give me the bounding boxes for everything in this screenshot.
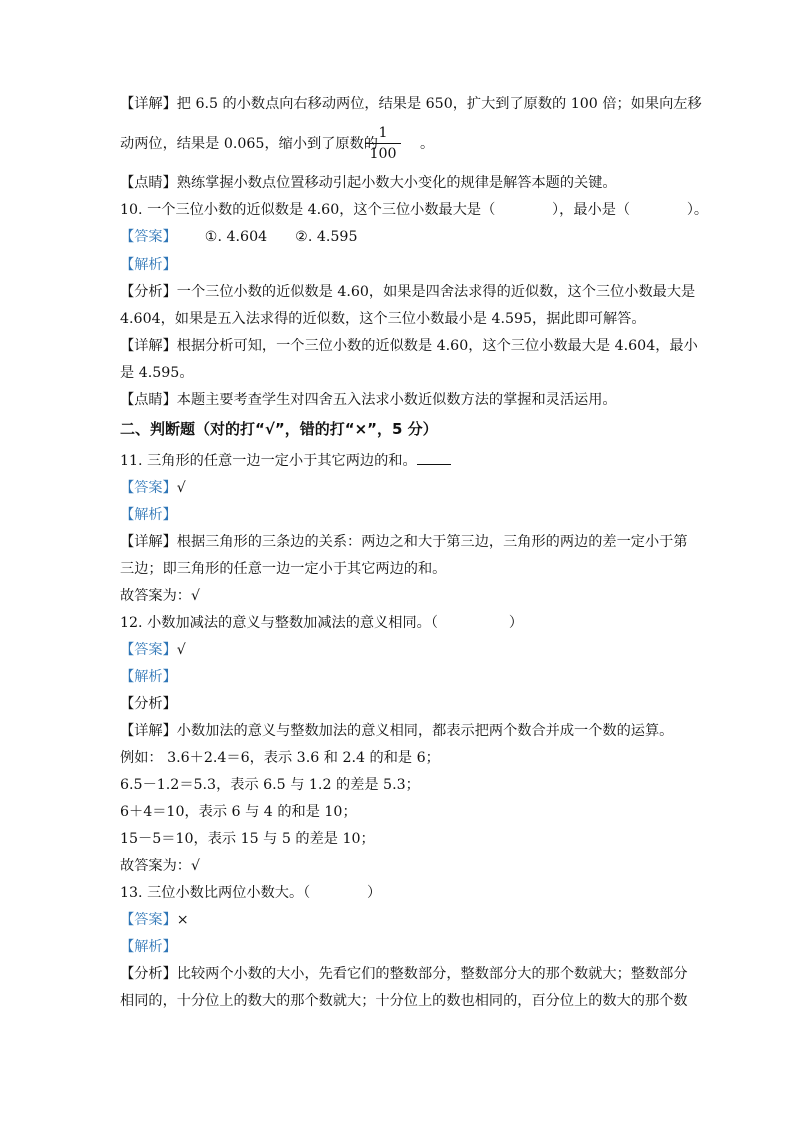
q12-answer-tag: 【答案】: [120, 642, 177, 658]
q10-answer-tag: 【答案】: [120, 229, 177, 245]
q11-conclusion: 故答案为：√: [120, 588, 200, 604]
q10-answer-1: ①. 4.604: [204, 229, 268, 245]
q11-detail-line-2: 三边；即三角形的任意一边一定小于其它两边的和。: [120, 561, 447, 577]
q10-detail-line-2: 是 4.595。: [120, 365, 194, 381]
q13-answer-tag: 【答案】: [120, 912, 177, 928]
explanation-line-2-end: 。: [419, 136, 435, 152]
explanation-line-1: 【详解】把 6.5 的小数点向右移动两位，结果是 650，扩大到了原数的 100 倍；如果向左移: [120, 96, 702, 112]
q13-analysis-label: 【解析】: [120, 939, 177, 955]
q12-example-3: 6＋4＝10，表示 6 与 4 的和是 10；: [120, 804, 357, 820]
explanation-line-2-text: 动两位，结果是 0.065，缩小到了原数的: [120, 136, 378, 152]
q12-detail: 【详解】小数加法的意义与整数加法的意义相同，都表示把两个数合并成一个数的运算。: [120, 723, 674, 739]
q12-answer: [120, 640, 680, 660]
q12-example-1: 例如： 3.6＋2.4＝6，表示 3.6 和 2.4 的和是 6；: [120, 750, 440, 766]
fraction-denominator: 100: [369, 146, 397, 162]
fraction-one-hundredth: [365, 124, 401, 163]
q13-analysis-line-2: 相同的，十分位上的数大的那个数就大；十分位上的数也相同的，百分位上的数大的那个数: [120, 993, 688, 1009]
q12-example-4: 15－5＝10，表示 15 与 5 的差是 10；: [120, 831, 375, 847]
q11-answer-tag: 【答案】: [120, 480, 177, 496]
q12-answer-value: √: [176, 642, 186, 658]
question-13: 13. 三位小数比两位小数大。（ ）: [120, 885, 382, 901]
q13-answer: [120, 910, 680, 930]
q12-analysis-label: 【解析】: [120, 669, 177, 685]
q11-answer-value: √: [176, 480, 186, 496]
answer-blank: [417, 452, 451, 465]
q11-analysis-label: 【解析】: [120, 507, 177, 523]
q10-answer: [120, 227, 680, 247]
q11-answer: [120, 478, 680, 498]
q10-analysis-line-1: 【分析】一个三位小数的近似数是 4.60，如果是四舍法求得的近似数，这个三位小数最大是: [120, 284, 696, 300]
question-11-text: 11. 三角形的任意一边一定小于其它两边的和。: [120, 453, 417, 469]
question-10: 10. 一个三位小数的近似数是 4.60，这个三位小数最大是（ ），最小是（ ）。: [120, 202, 709, 218]
q13-analysis-line-1: 【分析】比较两个小数的大小，先看它们的整数部分，整数部分大的那个数就大；整数部分: [120, 966, 688, 982]
q10-detail-line-1: 【详解】根据分析可知，一个三位小数的近似数是 4.60，这个三位小数最大是 4.604，最小: [120, 338, 698, 354]
question-12: 12. 小数加减法的意义与整数加减法的意义相同。（ ）: [120, 615, 524, 631]
q12-analysis-label-2: 【分析】: [120, 696, 177, 712]
question-11: [120, 451, 680, 471]
q13-answer-value: ×: [176, 912, 189, 928]
fraction-bar: [365, 143, 401, 144]
q10-key-point: 【点睛】本题主要考查学生对四舍五入法求小数近似数方法的掌握和灵活运用。: [120, 392, 617, 408]
q10-analysis-line-2: 4.604，如果是五入法求得的近似数，这个三位小数最小是 4.595，据此即可解答。: [120, 311, 646, 327]
section-2-heading: 二、判断题（对的打“√”，错的打“×”，5 分）: [120, 420, 438, 438]
q12-example-2: 6.5－1.2＝5.3，表示 6.5 与 1.2 的差是 5.3；: [120, 777, 420, 793]
q11-detail-line-1: 【详解】根据三角形的三条边的关系：两边之和大于第三边，三角形的两边的差一定小于第: [120, 534, 688, 550]
fraction-numerator: 1: [378, 125, 388, 141]
q10-analysis-label: 【解析】: [120, 257, 177, 273]
key-point-line: 【点睛】熟练掌握小数点位置移动引起小数大小变化的规律是解答本题的关键。: [120, 175, 617, 191]
q12-conclusion: 故答案为：√: [120, 858, 200, 874]
q10-answer-2: ②. 4.595: [295, 229, 358, 245]
